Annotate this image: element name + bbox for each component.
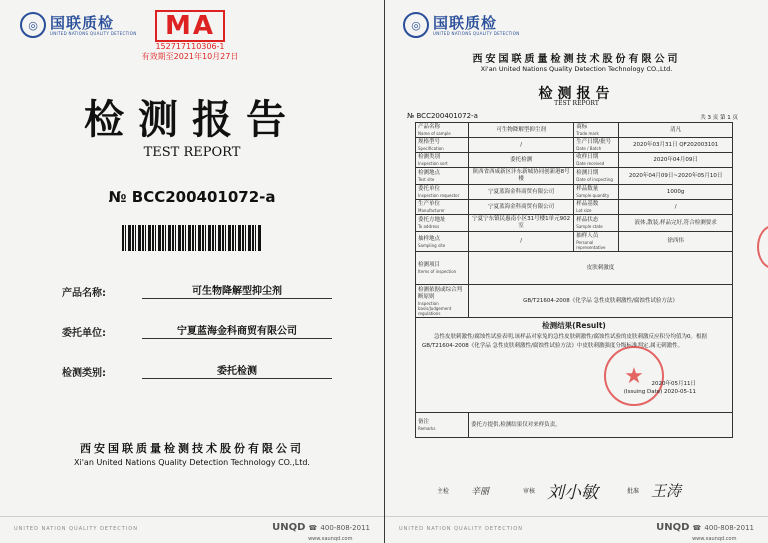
- globe-emblem-icon: ◎: [403, 12, 429, 38]
- row-label-en: Sample state: [576, 224, 603, 229]
- row-value: 1000g: [619, 185, 733, 200]
- edge-seal-stamp: [757, 225, 768, 269]
- page-footer: [0, 516, 384, 543]
- report-number: № BCC200401072-a: [407, 112, 478, 120]
- footer-brand: UNQD: [656, 522, 690, 533]
- table-row: [416, 168, 733, 185]
- approver-signature: 王涛: [651, 482, 682, 500]
- footer-website: www.xaunqd.com: [692, 536, 737, 542]
- row-label: 产品名称: [418, 124, 441, 130]
- barcode: [122, 225, 262, 251]
- cma-certification: [135, 10, 245, 62]
- phone-icon: ☎: [308, 524, 318, 532]
- result-title: 检测结果(Result): [542, 321, 606, 330]
- row-label: 检测类别: [418, 154, 441, 160]
- table-row: [416, 200, 733, 215]
- row-label-en: Test site: [418, 177, 435, 182]
- row-value: /: [469, 138, 574, 153]
- page-counter: 共 3 页 第 1 页: [700, 115, 738, 121]
- row-value: /: [469, 232, 574, 252]
- company-logo: [403, 12, 520, 38]
- cma-code: 152717110306-1: [155, 42, 225, 51]
- company-name-en: Xi'an United Nations Quality Detection Technology CO.,Ltd.: [74, 458, 310, 467]
- row-value: 委托方提供,检测结果仅对来样负责。: [469, 413, 733, 438]
- row-value: 2020年03月31日 QF202003101: [619, 138, 733, 153]
- table-row: [416, 215, 733, 232]
- footer-brand-block: [272, 522, 370, 543]
- row-label-en: Inspection basis/Judgement regulations: [418, 300, 452, 316]
- footer-phone: 400-808-2011: [320, 524, 370, 532]
- row-label: 检测项目: [418, 262, 441, 268]
- logo-name: 国联质检: [50, 13, 115, 32]
- report-title-en: TEST REPORT: [143, 145, 241, 160]
- field-value: 可生物降解型抑尘剂: [142, 282, 332, 299]
- main-inspector-signature: 辛丽: [471, 487, 490, 497]
- company-name-en: Xi'an United Nations Quality Detection Technology CO.,Ltd.: [480, 65, 673, 73]
- approver-label: 批准: [627, 488, 640, 495]
- logo-name: 国联质检: [433, 13, 498, 32]
- field-product-name: [62, 282, 332, 299]
- row-label: 生产日期/批号: [576, 139, 612, 145]
- company-name-cn: 西安国联质量检测技术股份有限公司: [472, 54, 681, 65]
- issue-date: 2020年05月11日: [651, 381, 696, 387]
- row-label: 备注: [418, 419, 430, 425]
- row-label: 生产单位: [418, 201, 441, 207]
- row-label: 收样日期: [576, 154, 599, 160]
- field-test-type: [62, 362, 332, 379]
- report-title-en: TEST REPORT: [554, 100, 599, 107]
- row-value: 宁夏蓝海金科商贸有限公司: [469, 200, 574, 215]
- footer-phone: 400-808-2011: [704, 524, 754, 532]
- table-row-basis: [416, 285, 733, 318]
- footer-slogan: UNITED NATION QUALITY DETECTION: [14, 526, 138, 532]
- footer-brand-block: [656, 522, 754, 543]
- row-value: 徐西伟: [619, 232, 733, 252]
- field-label: 产品名称:: [62, 288, 106, 299]
- issue-date-block: [624, 380, 696, 396]
- row-value: 清凡: [619, 123, 733, 138]
- row-label: 委托单位: [418, 186, 441, 192]
- reviewer-label: 审核: [523, 488, 536, 495]
- cma-mark: MA: [155, 10, 225, 42]
- result-text: 急性皮肤刺激性/腐蚀性试验表明,该样品对家兔的急性皮肤刺激性/腐蚀性试验的皮肤刺激反应积分均值为0。根据GB/T21604-2008《化学品 急性皮肤刺激性/腐蚀性试验方法》中皮肤刺激强度分级标准判定,属无刺激性。: [422, 334, 707, 349]
- row-label: 规格型号: [418, 139, 441, 145]
- row-label: 样品数量: [576, 186, 599, 192]
- row-label-en: Inspection requestor: [418, 193, 460, 198]
- report-title: 检测报告: [84, 96, 300, 143]
- row-label-en: Manufacturer: [418, 208, 445, 213]
- row-value: 液体,散装,样品完好,符合检测要求: [619, 215, 733, 232]
- cma-validity: 有效期至2021年10月27日: [141, 52, 239, 61]
- row-label: 检测日期: [576, 170, 599, 176]
- issue-date-label: (Issuing Date): [623, 389, 663, 395]
- row-value: GB/T21604-2008《化学品 急性皮肤刺激性/腐蚀性试验方法》: [469, 285, 733, 318]
- table-row-items: [416, 252, 733, 285]
- report-title: 检测报告: [538, 86, 615, 102]
- report-table: [415, 122, 733, 438]
- table-row-remarks: [416, 413, 733, 438]
- row-value: 宁夏宁东镇民惠南小区31号楼1单元902室: [469, 215, 574, 232]
- table-row: [416, 185, 733, 200]
- footer-slogan: UNITED NATION QUALITY DETECTION: [399, 526, 523, 532]
- issue-date-alt: 2020-05-11: [664, 389, 696, 395]
- logo-subtitle: UNITED NATIONS QUALITY DETECTION: [433, 30, 520, 36]
- table-row: [416, 123, 733, 138]
- field-value: 委托检测: [142, 362, 332, 379]
- row-value: 皮肤刺激度: [469, 252, 733, 285]
- table-row-result: [416, 318, 733, 413]
- row-label-en: Sampling site: [418, 242, 446, 248]
- row-label-en: Items of inspection: [418, 269, 457, 274]
- row-value: 宁夏蓝海金科商贸有限公司: [469, 185, 574, 200]
- logo-subtitle: UNITED NATIONS QUALITY DETECTION: [50, 30, 137, 36]
- row-value: 可生物降解型抑尘剂: [469, 123, 574, 138]
- field-client: [62, 322, 332, 339]
- row-label-en: Specification: [418, 146, 444, 151]
- table-row: [416, 232, 733, 252]
- row-label-en: Remarks: [418, 426, 436, 431]
- row-label: 检测地点: [418, 170, 441, 176]
- row-label-en: Sample quantity: [576, 193, 610, 198]
- report-detail-page: [385, 0, 768, 543]
- row-label-en: Inspection sort: [418, 161, 448, 166]
- inspection-seal-stamp: [604, 346, 664, 406]
- signature-row: [437, 478, 737, 503]
- footer-website: www.xaunqd.com: [308, 536, 353, 542]
- row-label-en: Name of sample: [418, 131, 451, 136]
- row-value: 陕西省西咸新区沣东新城协同创新港8号楼: [469, 168, 574, 185]
- page-footer: [385, 516, 768, 543]
- row-label: 委托方地址: [418, 217, 446, 223]
- row-label: 样品状态: [576, 217, 599, 223]
- company-name-cn: 西安国联质量检测技术股份有限公司: [80, 442, 304, 455]
- row-label-en: Date / Batch: [576, 146, 602, 151]
- row-value: 2020年04月09日: [619, 153, 733, 168]
- globe-emblem-icon: ◎: [20, 12, 46, 38]
- star-icon: ★: [624, 363, 644, 389]
- reviewer-signature: 刘小敏: [547, 483, 599, 503]
- row-label-en: Personal representative: [576, 240, 606, 250]
- phone-icon: ☎: [692, 524, 702, 532]
- row-label: 检测依据或综合判断原则: [418, 286, 463, 300]
- main-inspector-label: 主检: [437, 488, 450, 495]
- row-value: 委托检测: [469, 153, 574, 168]
- field-label: 委托单位:: [62, 328, 106, 339]
- field-label: 检测类别:: [62, 368, 106, 379]
- table-row: [416, 138, 733, 153]
- company-logo: [20, 12, 137, 38]
- row-label-en: Lot size: [576, 208, 592, 213]
- row-label: 抽样人员: [576, 233, 599, 239]
- table-row: [416, 153, 733, 168]
- report-number: № BCC200401072-a: [108, 188, 276, 206]
- row-value: 2020年04月09日~2020年05月10日: [619, 168, 733, 185]
- footer-brand: UNQD: [272, 522, 306, 533]
- row-label-en: To address: [418, 224, 440, 229]
- row-label-en: Trade mark: [576, 131, 599, 136]
- row-label: 样品基数: [576, 201, 599, 207]
- row-value: /: [619, 200, 733, 215]
- row-label: 商标: [576, 124, 588, 130]
- field-value: 宁夏蓝海金科商贸有限公司: [142, 322, 332, 339]
- row-label-en: Date received: [576, 161, 605, 166]
- row-label-en: Date of inspecting: [576, 177, 613, 182]
- row-label: 抽样地点: [418, 235, 441, 242]
